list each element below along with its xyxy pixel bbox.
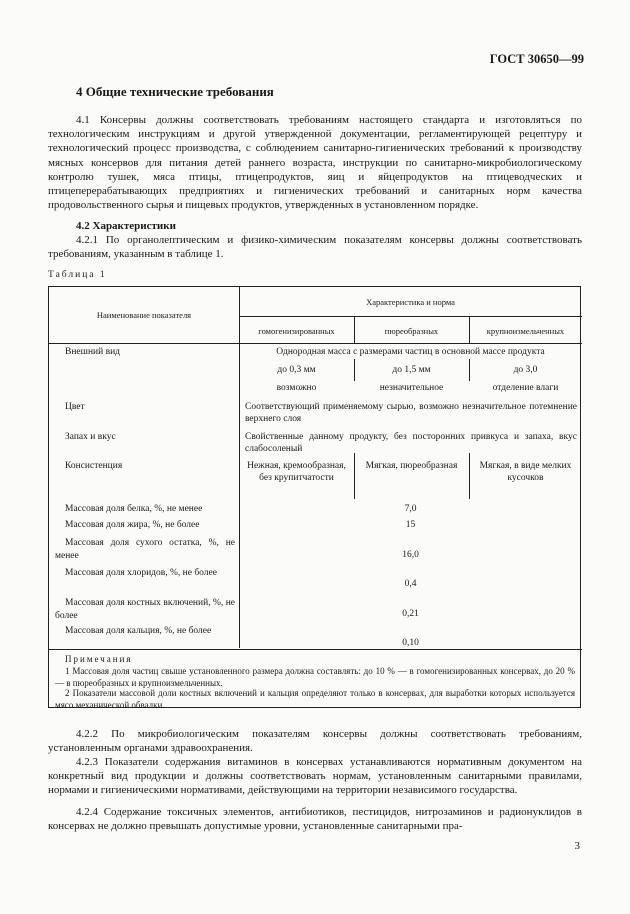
row-label-dry: Массовая доля сухого остатка, %, не менее: [55, 538, 235, 561]
appearance-note-pureed: незначительное: [379, 383, 444, 393]
consistency-homogenized: Нежная, кремообразная, без крупитчатости: [247, 461, 346, 483]
paragraph-4-2-3: 4.2.3 Показатели содержания витаминов в консервах устанавливаются нормативным документом на конкретный вид продукции и должны соответствовать нормам, установленным санитарными правилами, нормами и гигиеническими нормативами, действующими на территории независимого государства.: [48, 756, 582, 797]
requirements-table: [48, 286, 581, 708]
appearance-note-homogenized: возможно: [276, 383, 317, 393]
row-label-fat: Массовая доля жира, %, не более: [65, 520, 200, 530]
appearance-size-pureed: до 1,5 мм: [392, 365, 431, 375]
row-label-color: Цвет: [65, 402, 85, 412]
chlorides-value: 0,4: [404, 579, 417, 589]
row-label-chlorides: Массовая доля хлоридов, %, не более: [65, 568, 217, 578]
header-pureed: пюреобразных: [384, 326, 439, 336]
fat-value: 15: [405, 520, 416, 530]
table-caption: Таблица 1: [48, 270, 107, 280]
standard-number: ГОСТ 30650—99: [489, 52, 584, 66]
header-homogenized: гомогенизированных: [258, 326, 335, 336]
page-number: 3: [574, 840, 580, 852]
header-coarse: крупноизмельченных: [486, 326, 565, 336]
appearance-size-homogenized: до 0,3 мм: [277, 365, 316, 375]
heading-4-2: 4.2 Характеристики: [76, 220, 176, 232]
color-value: Соответствующий применяемому сырью, возможно незначительное потемнение верхнего слоя: [245, 402, 577, 424]
row-label-calcium: Массовая доля кальция, %, не более: [65, 626, 212, 636]
row-label-bone: Массовая доля костных включений, %, не более: [55, 598, 235, 621]
row-label-consistency: Консистенция: [65, 461, 123, 471]
smell-value: Свойственные данному продукту, без посторонних привкуса и запаха, вкус слабосоленый: [245, 432, 577, 454]
paragraph-4-2-1: 4.2.1 По органолептическим и физико-химическим показателям консервы должны соответствовать требованиям, указанным в таблице 1.: [48, 234, 582, 261]
protein-value: 7,0: [404, 504, 417, 514]
row-label-smell: Запах и вкус: [65, 432, 116, 442]
header-group: Характеристика и норма: [366, 297, 455, 307]
header-name-column: Наименование показателя: [96, 310, 192, 320]
calcium-value: 0,10: [402, 638, 419, 648]
consistency-coarse: Мягкая, в виде мелких кусочков: [479, 461, 572, 483]
dry-value: 16,0: [402, 550, 419, 560]
notes-title: Примечания: [65, 654, 133, 664]
consistency-pureed: Мягкая, пюреобразная: [365, 461, 458, 471]
paragraph-4-2-2: 4.2.2 По микробиологическим показателям консервы должны соответствовать требованиям, установленным органами здравоохранения.: [48, 728, 582, 755]
row-label-appearance: Внешний вид: [65, 347, 120, 357]
appearance-note-coarse: отделение влаги: [492, 383, 559, 393]
appearance-size-coarse: до 3,0: [513, 365, 538, 375]
section-title: 4 Общие технические требования: [76, 84, 274, 99]
note-2: 2 Показатели массовой доли костных включений и кальция определяют только в консервах, для выработки которых используется мясо механической обвалки.: [55, 688, 575, 710]
appearance-merged: Однородная масса с размерами частиц в основной массе продукта: [276, 347, 545, 357]
paragraph-4-1: 4.1 Консервы должны соответствовать требованиям настоящего стандарта и изготовляться по технологическим инструкциям и другой утвержденной документации, регламентирующей рецептуру и технологический процесс производства, с соблюдением санитарно-гигиенических требований к производству мясных консервов для питания детей раннего возраста, инструкции по санитарно-микробиологическому контролю тушек, мяса птицы, птицепродуктов, яиц и яйцепродуктов на птицеводческих и птицеперерабатывающих предприятиях и гигиенических требований и санитарных норм качества продовольственного сырья и пищевых продуктов, утвержденных в установленном порядке.: [48, 114, 582, 212]
row-label-protein: Массовая доля белка, %, не менее: [65, 504, 203, 514]
paragraph-4-2-4: 4.2.4 Содержание токсичных элементов, антибиотиков, пестицидов, нитрозаминов и радионуклидов в консервах не должно превышать допустимые уровни, установленные санитарными пра-: [48, 806, 582, 833]
bone-value: 0,21: [402, 609, 419, 619]
note-1: 1 Массовая доля частиц свыше установленного размера должна составлять: до 10 % — в гомогенизированных консервах, до 20 % — в пюреобразных и крупноизмельченных.: [55, 666, 575, 688]
